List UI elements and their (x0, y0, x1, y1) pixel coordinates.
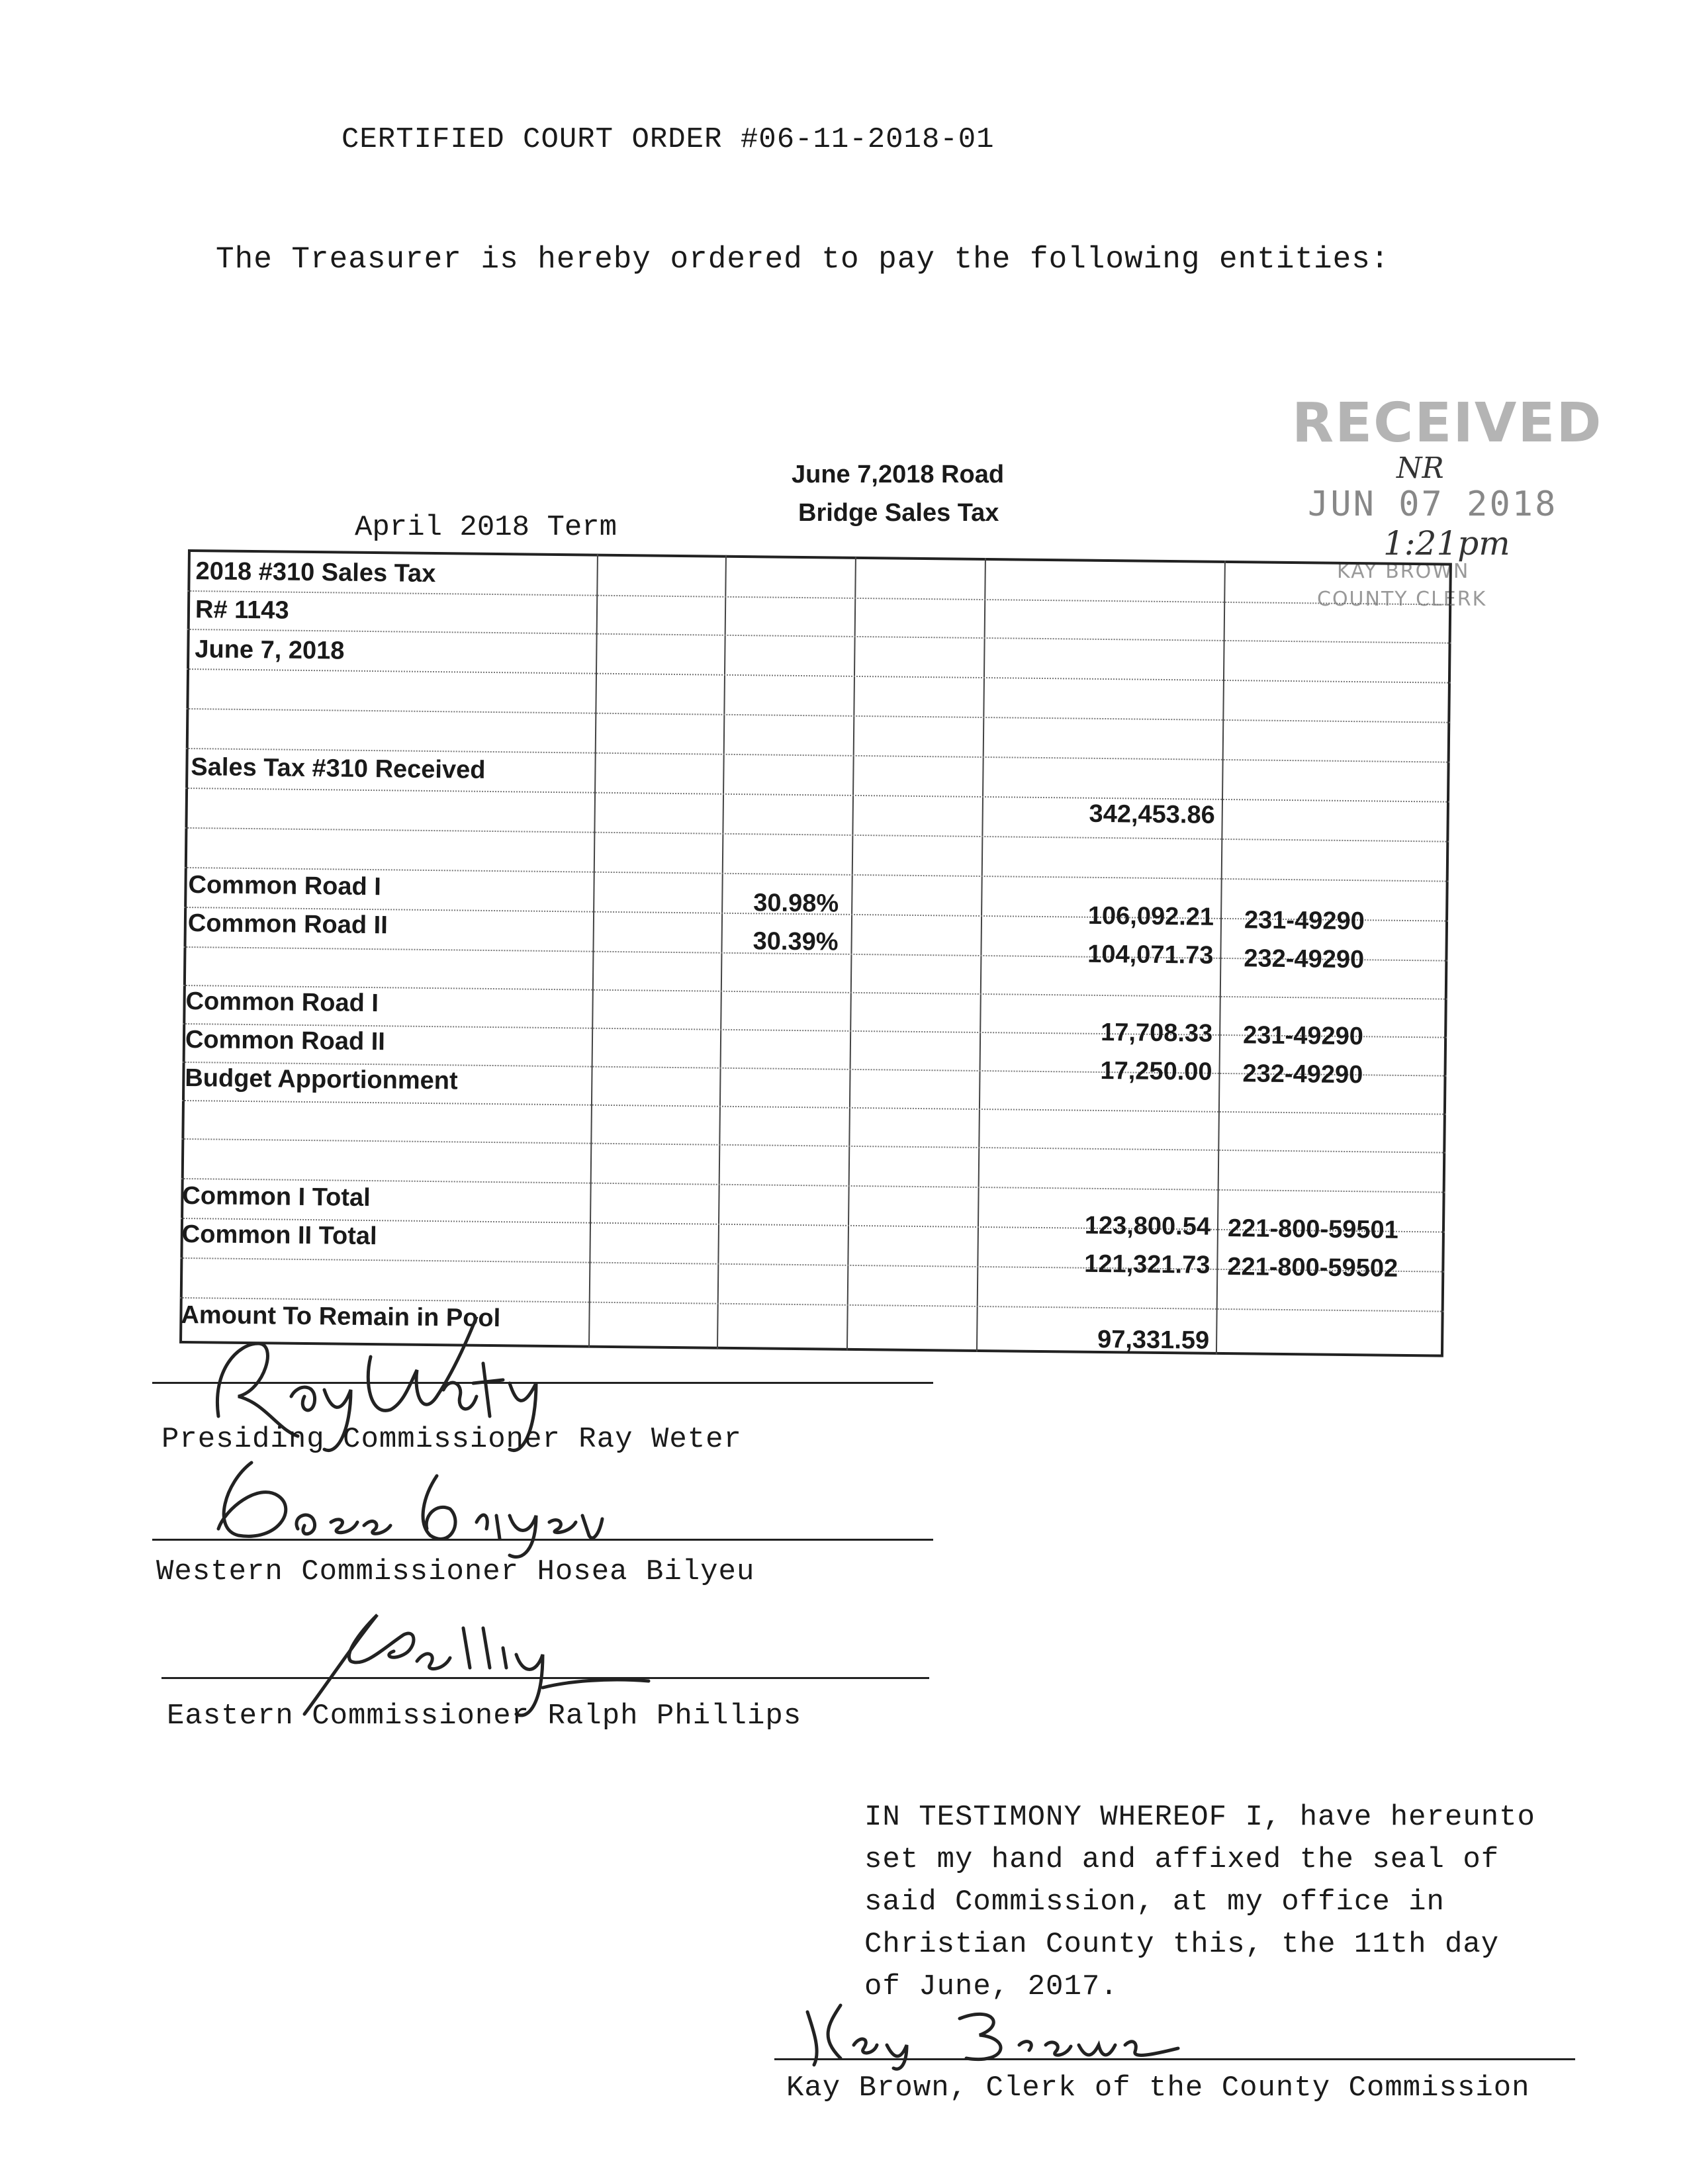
received-label: Sales Tax #310 Received (191, 753, 486, 784)
table-heading-line1: June 7,2018 Road (792, 461, 1005, 488)
signature-line (152, 1539, 933, 1541)
presiding-caption: Presiding Commissioner Ray Weter (161, 1423, 742, 1456)
testimony-line: Christian County this, the 11th day (864, 1928, 1500, 1961)
total1-label: Common I Total (182, 1181, 371, 1212)
total1-account: 221-800-59501 (1227, 1214, 1398, 1244)
intro-text: The Treasurer is hereby ordered to pay the following entities: (216, 242, 1390, 277)
western-caption: Western Commissioner Hosea Bilyeu (156, 1555, 755, 1588)
stamp-title: RECEIVED (1292, 392, 1603, 455)
budget-road1-amount: 17,708.33 (1100, 1018, 1213, 1048)
budget-road1-account: 231-49290 (1242, 1021, 1364, 1051)
budget-road1-label: Common Road I (185, 987, 379, 1018)
road2-label: Common Road II (187, 909, 388, 940)
road1-amount: 106,092.21 (1087, 901, 1214, 931)
stamp-date: JUN 07 2018 (1308, 484, 1558, 524)
testimony-line: set my hand and affixed the seal of (864, 1843, 1500, 1876)
budget-road2-account: 232-49290 (1242, 1060, 1363, 1089)
total2-account: 221-800-59502 (1227, 1253, 1398, 1283)
road2-account: 232-49290 (1244, 944, 1365, 974)
western-signature (199, 1456, 622, 1569)
total2-label: Common II Total (181, 1220, 377, 1251)
testimony-line: IN TESTIMONY WHEREOF I, have hereunto (864, 1801, 1535, 1834)
table-heading-line2: Bridge Sales Tax (798, 499, 999, 527)
stamp-time: 1:21pm (1383, 524, 1510, 563)
stamp-initials: NR (1396, 451, 1444, 485)
road2-amount: 104,071.73 (1087, 940, 1214, 970)
road1-label: Common Road I (188, 871, 382, 901)
info-line: 2018 #310 Sales Tax (195, 557, 436, 588)
signature-line (152, 1382, 933, 1384)
ledger-table (179, 549, 1452, 1357)
testimony-line: said Commission, at my office in (864, 1886, 1445, 1919)
clerk-caption: Kay Brown, Clerk of the County Commission (786, 2071, 1530, 2105)
stamp-office: COUNTY CLERK (1317, 588, 1487, 611)
road2-percent: 30.39% (753, 927, 839, 956)
road1-percent: 30.98% (753, 889, 839, 918)
received-amount: 342,453.86 (1089, 799, 1215, 829)
info-line: R# 1143 (195, 596, 289, 625)
eastern-caption: Eastern Commissioner Ralph Phillips (167, 1700, 802, 1733)
pool-amount: 97,331.59 (1097, 1325, 1210, 1355)
term-label: April 2018 Term (355, 511, 617, 544)
order-title: CERTIFIED COURT ORDER #06-11-2018-01 (342, 123, 995, 156)
total1-amount: 123,800.54 (1084, 1211, 1211, 1241)
clerk-signature (794, 1999, 1205, 2071)
pool-label: Amount To Remain in Pool (181, 1300, 501, 1333)
testimony-line: of June, 2017. (864, 1970, 1118, 2003)
budget-label: Budget Apportionment (185, 1064, 458, 1095)
total2-amount: 121,321.73 (1083, 1250, 1210, 1279)
stamp-name: KAY BROWN (1337, 560, 1470, 583)
budget-road2-amount: 17,250.00 (1100, 1056, 1212, 1086)
signature-line (774, 2058, 1575, 2060)
road1-account: 231-49290 (1244, 906, 1365, 936)
signature-line (161, 1677, 929, 1679)
budget-road2-label: Common Road II (185, 1026, 386, 1056)
info-line: June 7, 2018 (195, 635, 345, 665)
